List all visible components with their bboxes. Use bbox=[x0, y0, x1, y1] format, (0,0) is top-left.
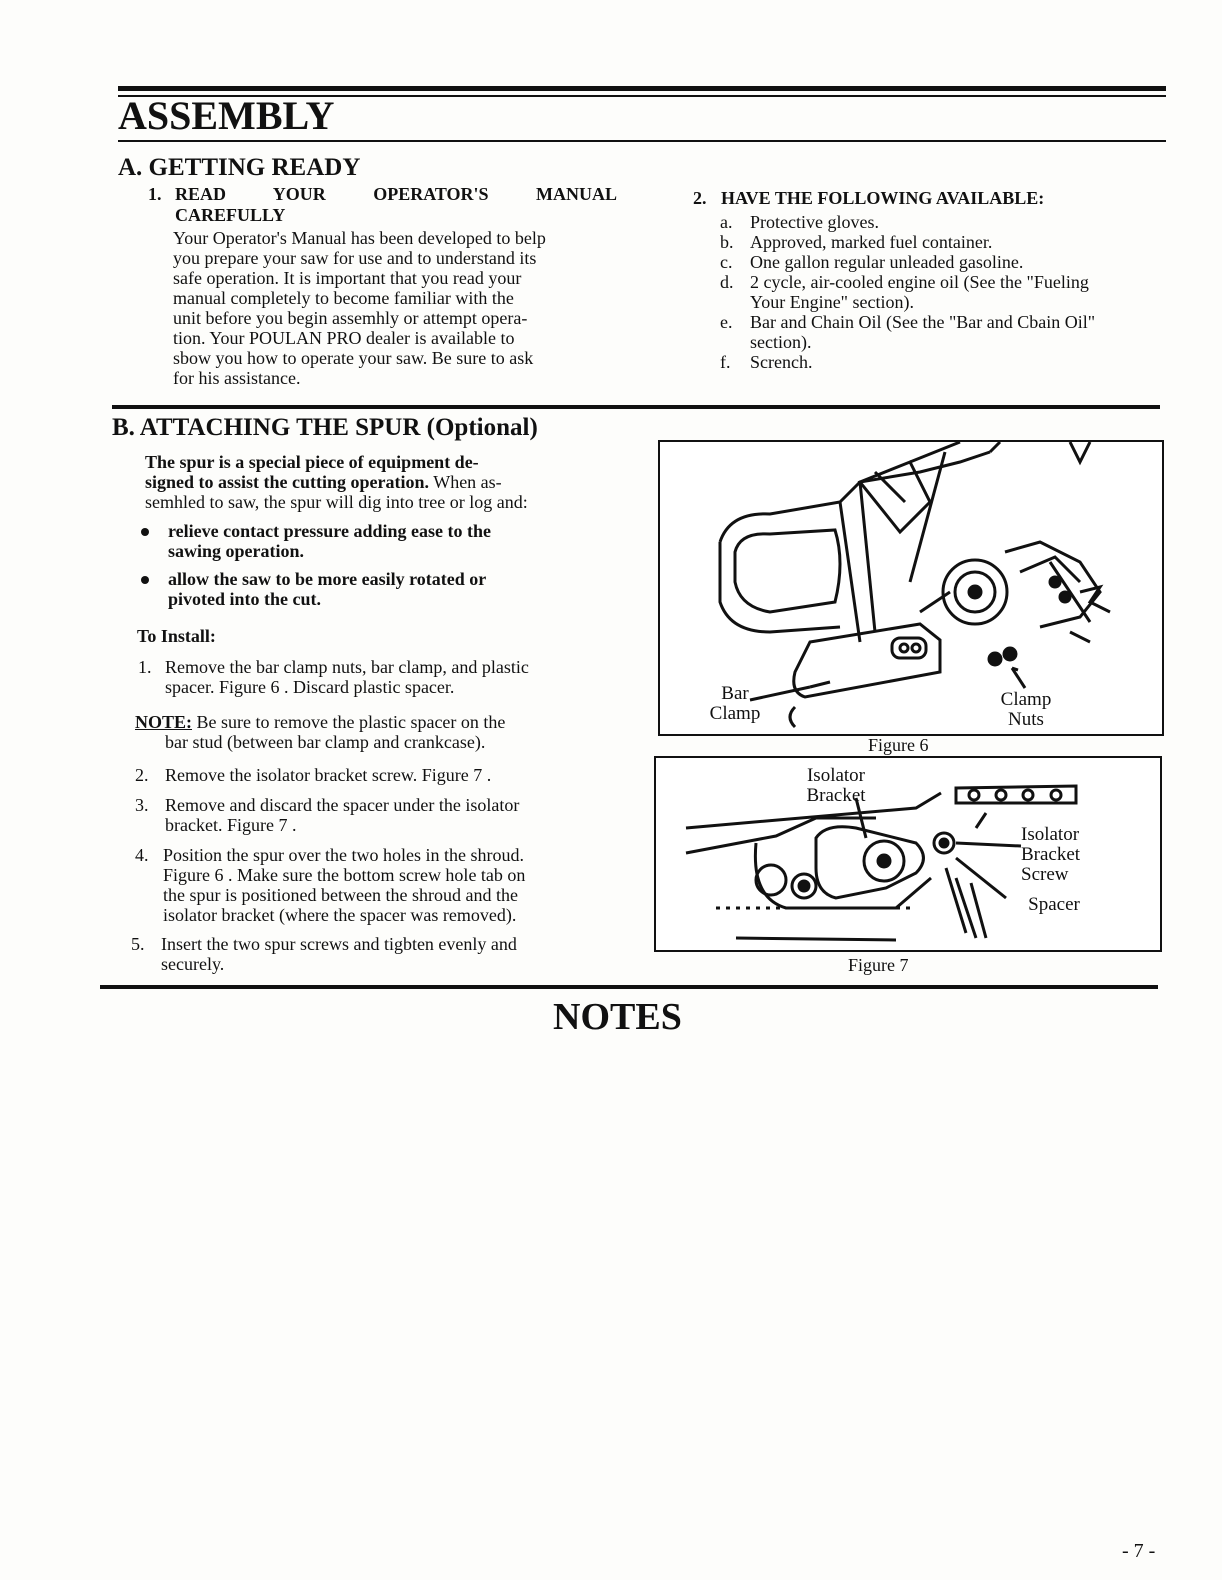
bullet-text: relieve contact pressure adding ease to the sawing operation. bbox=[168, 521, 491, 561]
item1-title-line1: READ YOUR OPERATOR'S MANUAL bbox=[175, 184, 617, 204]
section-b-heading: B. ATTACHING THE SPUR (Optional) bbox=[112, 414, 538, 441]
item1-title-line2: CAREFULLY bbox=[175, 205, 286, 225]
item1-body-line: safe operation. It is important that you read your bbox=[173, 268, 522, 288]
label-clamp-nuts: Clamp Nuts bbox=[1000, 689, 1052, 730]
item1-number: 1. bbox=[148, 184, 162, 204]
bullet-text: allow the saw to be more easily rotated or pivoted into the cut. bbox=[168, 569, 487, 609]
item1-body-line: Your Operator's Manual has been developed to belp bbox=[173, 228, 546, 248]
item1-body-line: for his assistance. bbox=[173, 368, 301, 388]
section-b-intro bbox=[145, 452, 615, 512]
bullet-icon bbox=[141, 576, 149, 584]
item1-body-line: you prepare your saw for use and to understand its bbox=[173, 248, 537, 268]
item2-list bbox=[720, 212, 1170, 372]
item1-body-line: manual completely to become familiar with the bbox=[173, 288, 514, 308]
step-4: 4. Position the spur over the two holes in the shroud. Figure 6 . Make sure the bottom screw hole tab on the spur is positioned between the shroud and the isolator bracket (where the spacer was removed). bbox=[135, 845, 526, 925]
list-item: d. 2 cycle, air-cooled engine oil (See the "Fueling Your Engine" section). bbox=[720, 272, 1089, 312]
item1-body-line: unit before you begin assemhly or attempt opera- bbox=[173, 308, 528, 328]
label-isolator-bracket: Isolator Bracket bbox=[806, 765, 866, 806]
page-title: ASSEMBLY bbox=[118, 93, 335, 138]
list-item: b. Approved, marked fuel container. bbox=[720, 232, 993, 252]
note-label: NOTE: bbox=[135, 712, 193, 732]
step-5: 5. Insert the two spur screws and tigbten evenly and securely. bbox=[131, 934, 517, 974]
label-spacer: Spacer bbox=[1028, 894, 1080, 915]
figure-7-caption: Figure 7 bbox=[848, 955, 909, 975]
step-1: 1. Remove the bar clamp nuts, bar clamp, and plastic spacer. Figure 6 . Discard plastic spacer. bbox=[138, 657, 529, 697]
step-3: 3. Remove and discard the spacer under the isolator bracket. Figure 7 . bbox=[135, 795, 520, 835]
list-item: e. Bar and Chain Oil (See the "Bar and Cbain Oil" section). bbox=[720, 312, 1096, 352]
figure-6-caption: Figure 6 bbox=[868, 735, 929, 755]
step-2: 2. Remove the isolator bracket screw. Figure 7 . bbox=[135, 765, 492, 785]
list-item: c. One gallon regular unleaded gasoline. bbox=[720, 252, 1024, 272]
item2-number: 2. bbox=[693, 188, 707, 208]
bottom-rule bbox=[100, 985, 1158, 989]
figure-6 bbox=[658, 440, 1164, 736]
intro-line: signed to assist the cutting operation. bbox=[145, 472, 430, 492]
intro-line: The spur is a special piece of equipment de- bbox=[145, 452, 479, 472]
intro-line: When as- bbox=[433, 472, 502, 492]
top-rule-thick bbox=[118, 86, 1166, 91]
label-isolator-bracket-screw: Isolator Bracket Screw bbox=[1021, 824, 1081, 885]
item1-body-line: tion. Your POULAN PRO dealer is available to bbox=[173, 328, 515, 348]
item2-title: HAVE THE FOLLOWING AVAILABLE: bbox=[721, 188, 1045, 208]
figure-7 bbox=[654, 756, 1162, 952]
note-block: NOTE: Be sure to remove the plastic spacer on the bar stud (between bar clamp and crankcase). bbox=[135, 712, 506, 752]
bullet-icon bbox=[141, 528, 149, 536]
item1-body bbox=[173, 228, 618, 388]
section-divider-rule bbox=[112, 405, 1160, 409]
title-underline-rule bbox=[118, 140, 1166, 142]
item1-body-line: sbow you how to operate your saw. Be sure to ask bbox=[173, 348, 534, 368]
section-a-heading: A. GETTING READY bbox=[118, 154, 361, 181]
page-number: - 7 - bbox=[1122, 1540, 1156, 1562]
list-item: a. Protective gloves. bbox=[720, 212, 879, 232]
label-bar-clamp: Bar Clamp bbox=[709, 683, 761, 724]
list-item: f. Scrench. bbox=[720, 352, 813, 372]
to-install-label: To Install: bbox=[137, 626, 216, 646]
notes-heading: NOTES bbox=[553, 996, 682, 1038]
intro-line: semhled to saw, the spur will dig into tree or log and: bbox=[145, 492, 528, 512]
